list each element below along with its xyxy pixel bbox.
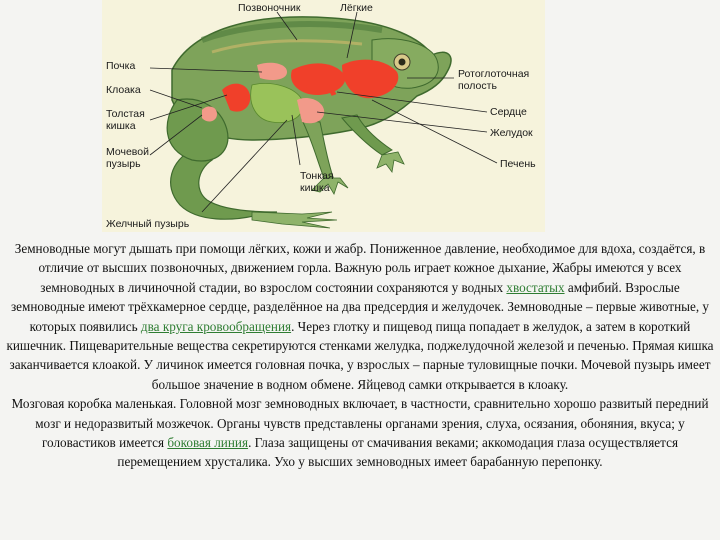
label-large-intestine: Толстая кишка bbox=[106, 108, 145, 132]
link-tailed-amphibians[interactable]: хвостатых bbox=[506, 279, 565, 295]
label-heart: Сердце bbox=[490, 106, 527, 118]
p1-text-a: Земноводные могут дышать при помощи лёгких, кожи и жабр. Пониженное давление, необходимое для вдоха, создаётся, в отличие от высших позвоночных, движением горла. Важную роль играет кожное дыхание, Жабры имеются у всех земноводных в личиночной стадии, во взрослом состоянии сохраняются у водных bbox=[14, 241, 706, 295]
label-bladder: Мочевой пузырь bbox=[106, 146, 149, 170]
label-lungs: Лёгкие bbox=[340, 2, 373, 14]
label-small-intestine: Тонкая кишка bbox=[300, 170, 334, 194]
p2-text-a: Мозговая коробка маленькая. Головной мозг земноводных включает, в частности, сравнительно хорошо развитый передний мозг и недоразвитый мозжечок. Органы чувств представлены органами зрения, слуха, осязания, обоняния, вкуса; у головастиков имеется bbox=[11, 396, 709, 451]
paragraph-1 bbox=[2, 239, 718, 394]
frog-anatomy-figure bbox=[102, 0, 545, 232]
article-text bbox=[2, 239, 718, 472]
paragraph-2 bbox=[2, 394, 718, 472]
label-oral-cavity: Ротоглоточная полость bbox=[458, 68, 530, 92]
label-stomach: Желудок bbox=[490, 127, 533, 139]
label-spine: Позвоночник bbox=[238, 2, 301, 14]
p1-text-b: амфибий. Взрослые земноводные имеют трёхкамерное сердце, разделённое на два предсердия и желудочек. Земноводные – первые животные, у которых появились bbox=[10, 279, 710, 334]
p2-text-b: . Глаза защищены от смачивания веками; аккомодация глаза осуществляется перемещением хрусталика. Ухо у высших земноводных имеет барабанную перепонку. bbox=[117, 435, 679, 470]
label-gallbladder: Желчный пузырь bbox=[106, 218, 190, 230]
label-kidney: Почка bbox=[106, 60, 136, 72]
label-liver: Печень bbox=[500, 158, 536, 170]
link-lateral-line[interactable]: боковая линия bbox=[167, 435, 249, 451]
link-circulation[interactable]: два круга кровообращения bbox=[140, 318, 292, 334]
frog-illustration bbox=[102, 0, 545, 232]
p1-text-c: . Через глотку и пищевод пища попадает в желудок, а затем в короткий кишечник. Пищеварительные вещества секретируются стенками желудка, поджелудочной железой и печенью. Прямая кишка заканчивается клоакой. У личинок имеется головная почка, у взрослых – парные туловищные почки. Мочевой пузырь имеет большое значение в водном обмене. Яйцевод самки открывается в клоаку. bbox=[6, 318, 714, 392]
label-cloaca: Клоака bbox=[106, 84, 141, 96]
